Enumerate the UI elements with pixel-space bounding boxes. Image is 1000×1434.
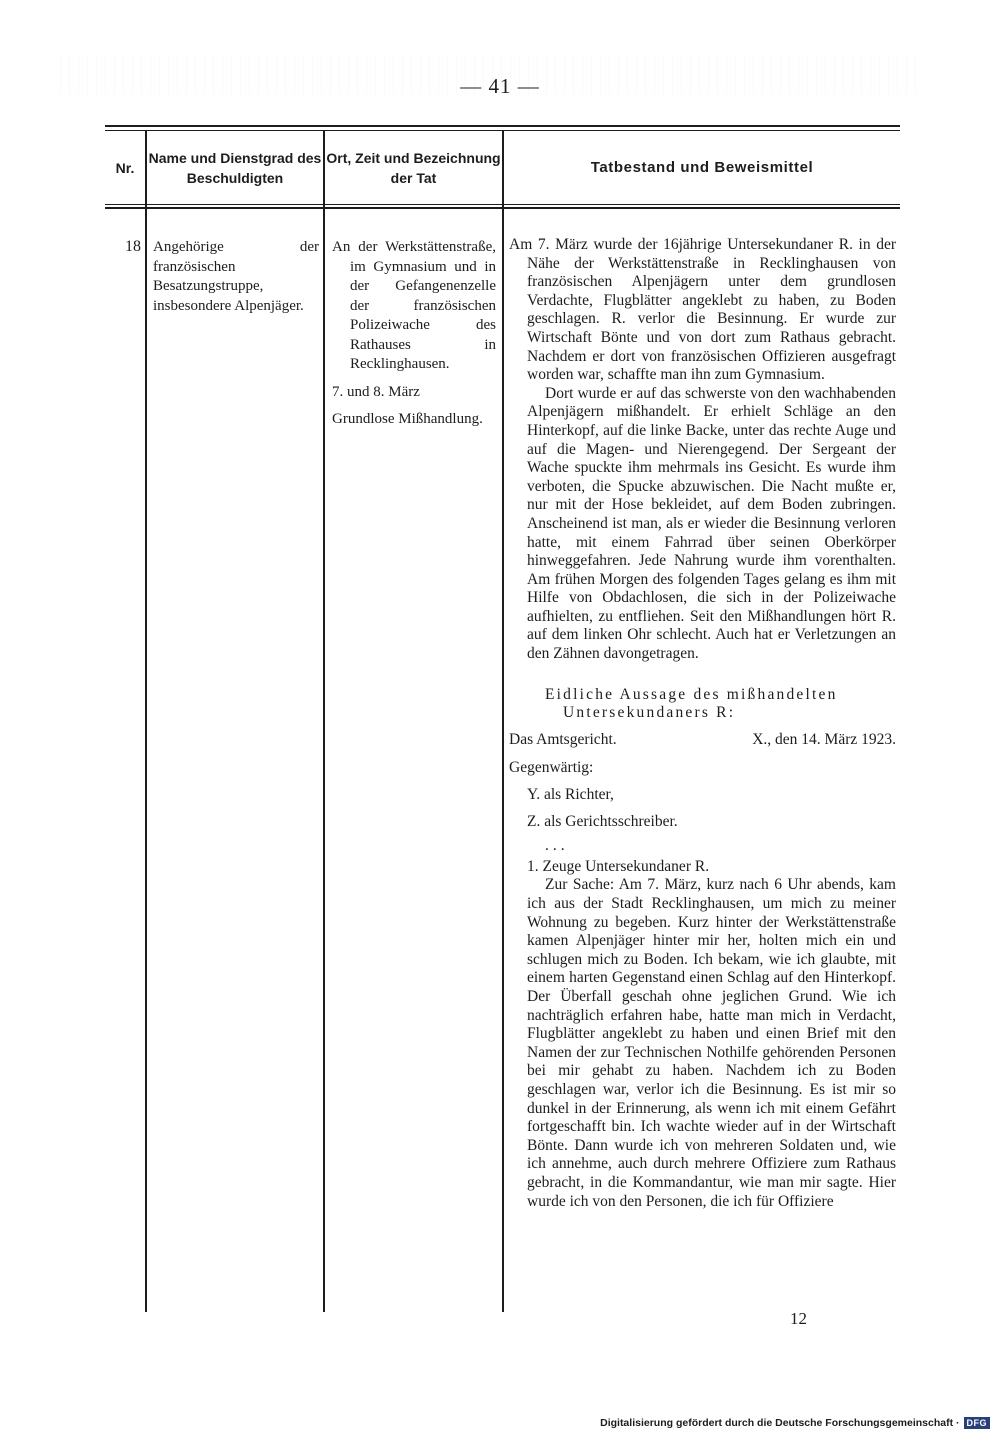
column-divider-1 — [145, 130, 147, 1312]
header-name: Name und Dienstgrad des Beschuldigten — [148, 150, 322, 186]
column-divider-3 — [502, 130, 504, 1312]
accused-cell: Angehörige der französischen Besatzungstruppe, insbesondere Alpenjäger. — [153, 239, 319, 314]
offense-text: Grundlose Mißhandlung. — [332, 411, 483, 427]
page-number: — 41 — — [460, 74, 540, 98]
statement-title — [509, 686, 896, 723]
column-divider-2 — [323, 130, 325, 1312]
facts-paragraph-1: Am 7. März wurde der 16jährige Untersekundaner R. in der Nähe der Werkstättenstraße in Recklinghausen von französischen Alpenjägern unter dem grundlosen Verdachte, Flugblätter angeklebt zu haben, zu Boden geschlagen. R. verlor die Besinnung. Er wurde zur Wirtschaft Bönte und von dort zum Rathaus gebracht. Nachdem er dort von französischen Offizieren ausgefragt worden war, schaffte man ihn zum Gymnasium. — [509, 236, 896, 384]
header-tatbestand: Tatbestand und Beweismittel — [590, 159, 814, 176]
judge-line: Y. als Richter, — [527, 786, 614, 804]
credit-text: Digitalisierung gefördert durch die Deutsche Forschungsgemeinschaft · — [600, 1417, 960, 1429]
court-name: Das Amtsgericht. — [509, 730, 617, 748]
row-number: 18 — [125, 238, 141, 255]
header-nr: Nr. — [115, 160, 135, 176]
dfg-logo: DFG — [964, 1417, 991, 1429]
digitization-credit — [600, 1417, 990, 1429]
header-ort: Ort, Zeit und Bezeichnung der Tat — [326, 150, 501, 186]
facts-column — [509, 236, 896, 1211]
present-label: Gegenwärtig: — [509, 759, 594, 777]
testimony-paragraph: Zur Sache: Am 7. März, kurz nach 6 Uhr abends, kam ich aus der Stadt Recklinghausen, um mich zu meiner Wohnung zu begeben. Kurz hinter der Werkstättenstraße kamen Alpenjäger hinter mir her, holten mich ein und schlugen mich zu Boden. Ich bekam, wie ich glaubte, mit einem harten Gegenstand einen Schlag auf den Hinterkopf. Der Überfall geschah ohne jeglichen Grund. Wie ich nachträglich erfahren habe, hatte man mich in Verdacht, Flugblätter angeklebt zu haben und einen Brief mit den Namen der zur Technischen Nothilfe gehörenden Personen bei mir gehabt zu haben. Nachdem ich zu Boden geschlagen war, verlor ich die Besinnung. Es ist mir so dunkel in der Erinnerung, als wenn ich mit einem Gefährt fortgeschafft bin. Ich wachte wieder auf in der Wirtschaft Bönte. Dann wurde ich von mehreren Soldaten und, wie ich annehme, auch durch mehrere Offiziere zum Rathaus gebracht, in die Kommandantur, wie man mir sagte. Hier wurde ich von den Personen, die ich für Offiziere — [527, 876, 896, 1210]
facts-paragraph-2: Dort wurde er auf das schwerste von den wachhabenden Alpenjägern mißhandelt. Er erhielt Schläge an den Hinterkopf, auf die linke Backe, unter das rechte Auge und auf die Magen- und Nierengegend. Der Sergeant der Wache spuckte ihm mehrmals ins Gesicht. Es wurde ihm verboten, die Spucke abzuwischen. Die Nacht mußte er, nur mit der Hose bekleidet, auf dem Boden zubringen. Anscheinend ist man, als er wieder die Besinnung verloren hatte, mit einem Fahrrad über seinen Oberkörper hinweggefahren. Jede Nahrung wurde ihm vorenthalten. Am frühen Morgen des folgenden Tages gelang es ihm mit Hilfe von Obdachlosen, die sich in der Polizeiwache aufhielten, zu entfliehen. Seit den Mißhandlungen hört R. auf dem linken Ohr schlecht. Auch hat er Verletzungen an den Zähnen davongetragen. — [527, 384, 896, 663]
ellipsis: ... — [545, 837, 569, 855]
table-top-rule — [105, 125, 900, 127]
clerk-line: Z. als Gerichtsschreiber. — [527, 812, 678, 830]
date-text: 7. und 8. März — [332, 383, 420, 400]
court-date: X., den 14. März 1923. — [752, 730, 896, 748]
statement-title-line-1: Eidliche Aussage des mißhandelten — [545, 685, 838, 703]
statement-title-line-2: Untersekundaners R: — [563, 704, 736, 722]
witness-line: 1. Zeuge Untersekundaner R. — [527, 857, 710, 875]
court-line — [509, 731, 896, 750]
place-time-column — [332, 238, 496, 438]
footer-page-number: 12 — [790, 1309, 807, 1328]
place-text: An der Werkstättenstraße, im Gymnasium und in der Gefangenenzelle der französischen Polizeiwache des Rathauses in Recklinghausen. — [332, 239, 496, 372]
